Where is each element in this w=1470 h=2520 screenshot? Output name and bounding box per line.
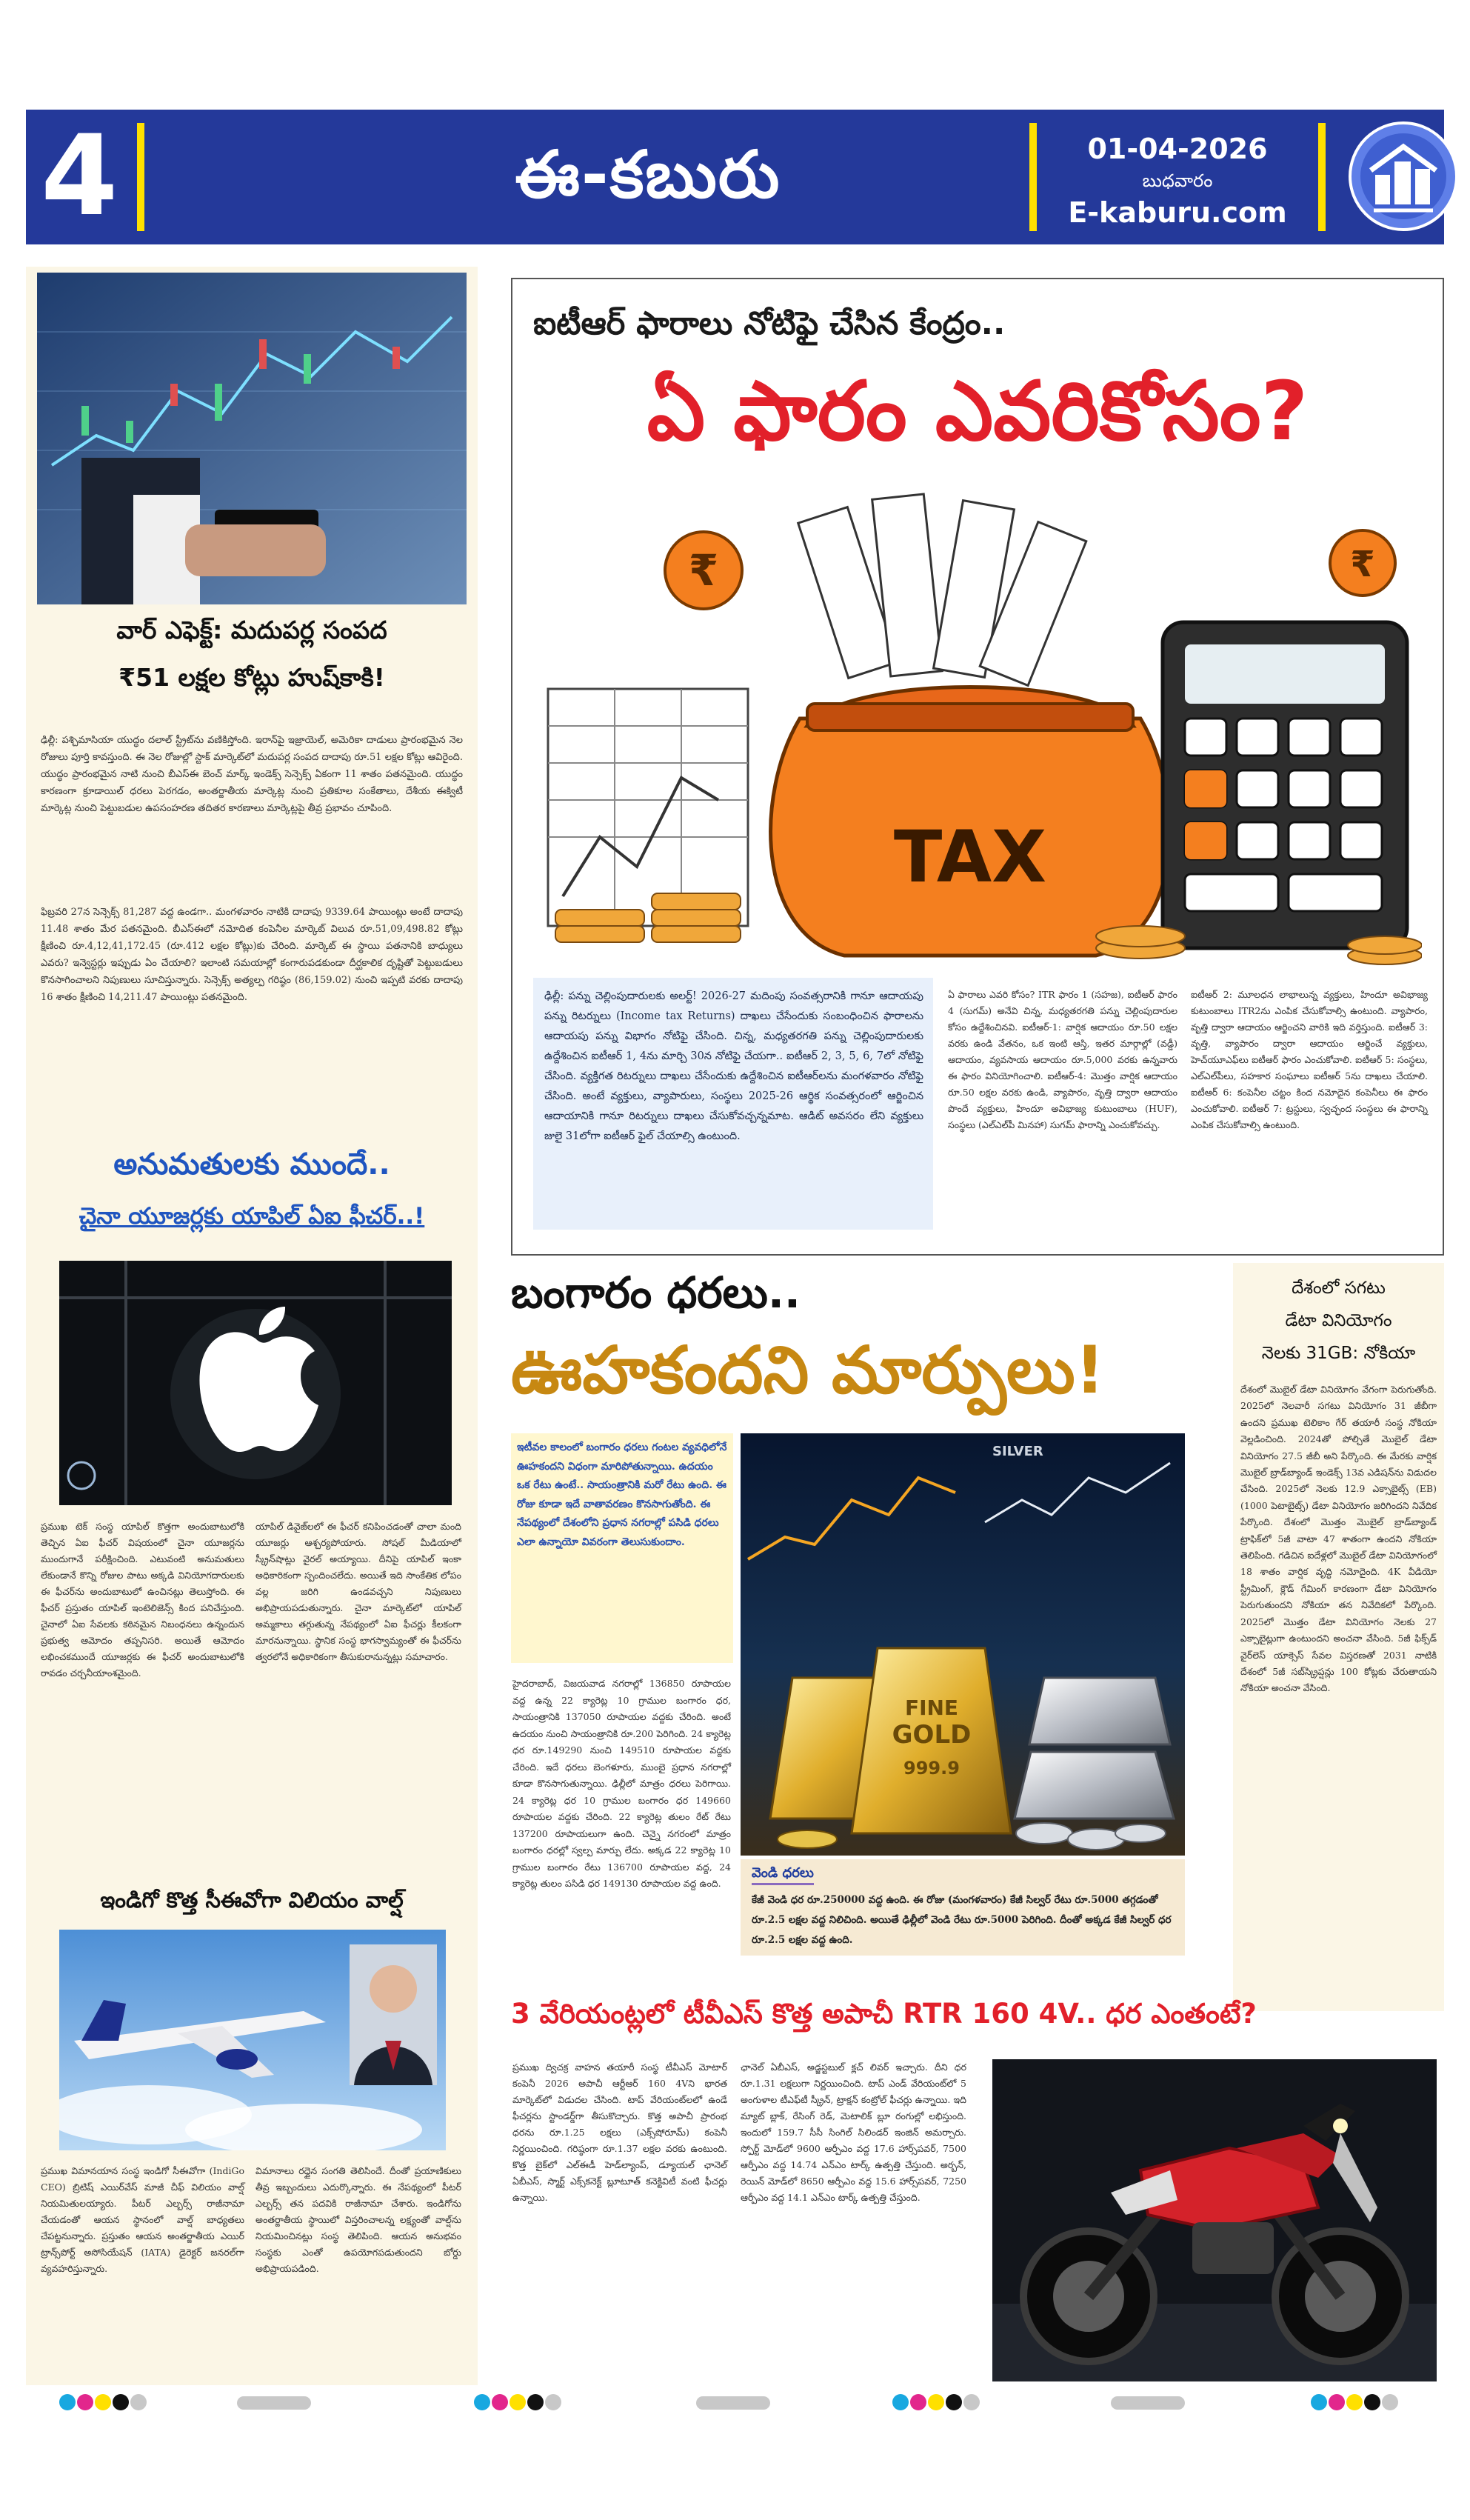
registration-marks — [474, 2394, 563, 2410]
gold-bar-label-gold: GOLD — [892, 1720, 972, 1750]
gold-bar-label-fine: FINE — [904, 1696, 959, 1720]
masthead-logo[interactable]: ఈ-కబురు — [515, 136, 781, 213]
war-story-paragraph: ఢిల్లీ: పశ్చిమాసియా యుద్ధం దలాల్ స్ట్రీట్‌ను వణికిస్తోంది. ఇరాన్‌పై ఇజ్రాయెల్, అమెరికా దాడులు ప్రారంభమైన నెల రోజులు పూర్తి కావస్తుంది. ఈ నెల రోజుల్లో స్టాక్ మార్కెట్‌లో మదుపర్ల సంపద దాదాపు రూ.51 లక్షల కోట్లు ఆవిరైంది. యుద్ధం ప్రారంభమైన నాటి నుంచి బీఎస్ఈ బెంచ్ మార్క్ ఇండెక్స్ సెన్సెక్స్ ఏకంగా 11 శాతం పతనమైంది. యుద్ధం కారణంగా క్రూడాయిల్ ధరలు పెరగడం, అంతర్జాతీయ మార్కెట్ల నుంచి ప్రతికూల సంకేతాలు, దేశీయ ఈక్విటీ మార్కెట్ల నుంచి పెట్టుబడుల ఉపసంహరణ తదితర కారణాలు మార్కెట్లపై తీవ్ర ప్రభావం చూపింది. — [41, 735, 463, 814]
war-story-headline-amount[interactable]: ₹51 లక్షల కోట్లు హుష్‌కాకి! — [118, 663, 385, 692]
masthead — [26, 110, 1444, 244]
tvs-story-column: ప్రముఖ ద్విచక్ర వాహన తయారీ సంస్థ టీవీఎస్ మోటార్ కంపెనీ 2026 అపాచీ ఆర్టీఆర్ 160 4Vని భారత మార్కెట్‌లో విడుదల చేసింది. టాప్ వేరియంట్‌లలో ఉండే ఫీచర్లను స్టాండర్డ్‌గా తీసుకొచ్చారు. కొత్త అపాచీ ప్రారంభ ధరను రూ.1.25 లక్షలు (ఎక్స్‌షోరూమ్) కంపెనీ నిర్ణయించింది. గరిష్ఠంగా రూ.1.37 లక్షల వరకు ఉంటుంది. కొత్త బైక్‌లో ఎల్ఈడీ హెడ్‌ల్యాంప్, డ్యూయల్ ఛానెల్ ఏబీఎస్, స్మార్ట్ ఎక్స్‌కనెక్ట్ బ్లూటూత్ కనెక్టివిటీ వంటి ఫీచర్లు ఉన్నాయి. — [512, 2061, 727, 2203]
data-story-title[interactable]: డేటా వినియోగం — [1285, 1311, 1392, 1330]
registration-marks — [1311, 2394, 1400, 2410]
gold-story-kicker[interactable]: బంగారం ధరలు.. — [511, 1267, 801, 1318]
registration-bar — [237, 2396, 311, 2410]
svg-text:₹: ₹ — [688, 545, 719, 596]
indigo-story-column: విమానాలు రద్దైన సంగతి తెలిసిందే. దీంతో ప్రయాణికులు తీవ్ర ఇబ్బందులు ఎదుర్కొన్నారు. ఈ నేపథ్యంలో పీటర్ ఎల్బర్స్ తన పదవికి రాజీనామా చేశారు. ఇండిగోను అంతర్జాతీయ స్థాయిలో విస్తరించాలన్న లక్ష్యంతో వాల్ష్‌ను నియమించినట్లు సంస్థ తెలిపింది. ఆయన అనుభవం సంస్థకు ఎంతో ఉపయోగపడుతుందని బోర్డు అభిప్రాయపడింది. — [255, 2165, 461, 2274]
data-story-title[interactable]: నెలకు 31GB: నోకియా — [1261, 1344, 1416, 1363]
silver-price-text: కేజీ వెండి ధర రూ.250000 వద్ద ఉంది. ఈ రోజు (మంగళవారం) కేజీ సిల్వర్ రేటు రూ.5000 తగ్గడంతో రూ.2.5 లక్షల వద్ద నిలిచింది. అయితే ఢిల్లీలో వెండి రేటు రూ.5000 పెరిగింది. దీంతో అక్కడ కేజీ సిల్వర్ ధర రూ.2.5 లక్షల వద్ద ఉంది. — [752, 1894, 1172, 1946]
apple-story-column: యాపిల్ డివైజ్‌లలో ఈ ఫీచర్ కనిపించడంతో చాలా మంది యూజర్లు ఆశ్చర్యపోయారు. సోషల్ మీడియాలో స్క్రీన్‌షాట్లు వైరల్ అయ్యాయి. దీనిపై యాపిల్ ఇంకా అధికారికంగా స్పందించలేదు. అయితే ఇది సాంకేతిక లోపం వల్ల జరిగి ఉండవచ్చని నిపుణులు అభిప్రాయపడుతున్నారు. చైనా మార్కెట్‌లో యాపిల్ అమ్మకాలు తగ్గుతున్న నేపథ్యంలో ఏఐ ఫీచర్లు కీలకంగా మారనున్నాయి. స్థానిక సంస్థ భాగస్వామ్యంతో ఈ ఫీచర్‌ను త్వరలోనే అధికారికంగా తీసుకురానున్నట్లు సమాచారం. — [255, 1521, 461, 1662]
indigo-aircraft-photo — [59, 1930, 446, 2150]
indigo-story-headline[interactable]: ఇండిగో కొత్త సీఈవోగా విలియం వాల్ష్ — [100, 1887, 404, 1913]
masthead-weekday: బుధవారం — [1142, 170, 1213, 191]
gold-story-headline[interactable]: ఊహకందని మార్పులు! — [511, 1332, 1105, 1408]
gold-story-column: హైదరాబాద్, విజయవాడ నగరాల్లో 136850 రూపాయల వద్ద ఉన్న 22 క్యారెట్ల 10 గ్రాముల బంగారం ధర, సాయంత్రానికి 137050 రూపాయల వద్దకు చేరింది. అంటే ఉదయం నుంచి సాయంత్రానికి రూ.200 పెరిగింది. 24 క్యారెట్ల ధర రూ.149290 నుంచి 149510 రూపాయల వద్దకు చేరింది. ఇదే ధరలు బెంగళూరు, ముంబై ప్రధాన నగరాల్లో కూడా కొనసాగుతున్నాయి. ఢిల్లీలో మాత్రం ధరలు పెరిగాయి. 24 క్యారెట్ల ధర 10 గ్రాముల బంగారం ధర 149660 రూపాయల వద్దకు చేరింది. 22 క్యారెట్ల తులం రేట్‌ రేటు 137200 రూపాయలుగా ఉంది. చెన్నై నగరంలో మాత్రం బంగారం ధరల్లో స్వల్ప మార్పు లేదు. అక్కడ 22 క్యారెట్ల 10 గ్రాముల బంగారం రేటు 136700 రూపాయల వద్ద, 24 క్యారెట్ల తులం పసిడి ధర 149130 రూపాయల వద్ద ఉంది. — [512, 1678, 731, 1889]
tax-story-column: ఐటీఆర్ 2: మూలధన లాభాలున్న వ్యక్తులు, హిందూ అవిభాజ్య కుటుంబాలు ITR2ను ఎంపిక చేసుకోవాల్సి ఉంటుంది. వ్యాపారం, వృత్తి ద్వారా ఆదాయం ఆర్జించని వారికి ఇది వర్తిస్తుంది. ఐటీఆర్ 3: వృత్తి, వ్యాపారం ద్వారా ఆదాయం ఆర్జించే వ్యక్తులు, హెచ్‌యూఎఫ్‌లు ఐటీఆర్ ఫారం ఎంచుకోవాలి. ఐటీఆర్ 5: సంస్థలు, ఎల్ఎల్‌పీలు, సహకార సంఘాలు ఐటీఆర్ 5ను దాఖలు చేయాలి. ఐటీఆర్ 6: కంపెనీల చట్టం కింద నమోదైన కంపెనీలు ఈ ఫారం ఎంచుకోవాలి. ఐటీఆర్ 7: ట్రస్టులు, స్వచ్ఛంద సంస్థలు ఈ ఫారాన్ని ఎంపిక చేసుకోవాల్సి ఉంటుంది. — [1191, 989, 1428, 1130]
masthead-divider — [1318, 123, 1326, 231]
apple-store-photo — [59, 1261, 452, 1505]
tvs-story-column: ఛానెల్ ఏబీఎస్, అడ్జస్టబుల్ క్లచ్ లివర్ ఇచ్చారు. దీని ధర రూ.1.31 లక్షలుగా నిర్ణయించింది. టాప్ ఎండ్ వేరియంట్‌లో 5 అంగుళాల టీఎఫ్‌టీ స్క్రీన్, ట్రాక్షన్ కంట్రోల్ ఫీచర్లు ఉన్నాయి. ఇది మ్యాట్ బ్లాక్, రేసింగ్ రెడ్, మెటాలిక్ బ్లూ రంగుల్లో లభిస్తుంది. ఇందులో 159.7 సీసీ సింగిల్ సిలిండర్ ఇంజిన్ అమర్చారు. స్పోర్ట్ మోడ్‌లో 9600 ఆర్పీఎం వద్ద 17.6 హార్స్‌పవర్, 7500 ఆర్పీఎం వద్ద 14.74 ఎన్ఎం టార్క్ ఉత్పత్తి చేస్తుంది. అర్బన్, రెయిన్ మోడ్‌లో 8650 ఆర్పీఎం వద్ద 15.6 హార్స్‌పవర్, 7250 ఆర్పీఎం వద్ద 14.1 ఎన్ఎం టార్క్ ఉత్పత్తి చేస్తుంది. — [741, 2061, 966, 2203]
masthead-divider — [137, 123, 144, 231]
tax-story-column: ఏ ఫారాలు ఎవరి కోసం? ITR ఫారం 1 (సహజ), ఐటీఆర్ ఫారం 4 (సుగమ్) అనేవి చిన్న, మధ్యతరగతి పన్ను చెల్లింపుదారుల కోసం ఉద్దేశించినవి. ఐటీఆర్-1: వార్షిక ఆదాయం రూ.50 లక్షల వరకు ఉండి వేతనం, ఒక ఇంటి ఆస్తి, ఇతర మార్గాల్లో (వడ్డీ) ఆదాయం, వ్యవసాయ ఆదాయం రూ.5,000 వరకు ఉన్నవారు ఈ ఫారం వినియోగించాలి. ఐటీఆర్-4: మొత్తం వార్షిక ఆదాయం రూ.50 లక్షల వరకు ఉండి, వ్యాపారం, వృత్తి ద్వారా ఆదాయం పొందే వ్యక్తులు, హిందూ అవిభాజ్య కుటుంబాలు (HUF), సంస్థలు (ఎల్ఎల్‌పీ మినహా) సుగమ్ ఫారాన్ని ఎంచుకోవచ్చు. — [948, 989, 1177, 1130]
war-story-paragraph: ఫిబ్రవరి 27న సెన్సెక్స్ 81,287 వద్ద ఉండగా.. మంగళవారం నాటికి దాదాపు 9339.64 పాయింట్లు అంటే దాదాపు 11.48 శాతం మేర పతనమైంది. బీఎస్ఈలో నమోదిత కంపెనీల మార్కెట్ విలువ రూ.51,09,498.82 కోట్లు క్షీణించి రూ.4,12,41,172.45 (రూ.412 లక్షల కోట్లు)కు చేరింది. మార్కెట్ ఈ స్థాయి పతనానికి బాధ్యులు ఎవరు? ఇన్వెస్టర్లు ఇప్పుడు ఏం చేయాలి? ఇలాంటి సమయాల్లో కంగారుపడకుండా దీర్ఘకాలిక దృష్టితో పెట్టుబడులు కొనసాగించాలని నిపుణులు సూచిస్తున్నారు. సెన్సెక్స్ అత్యల్ప గరిష్ఠం (86,159.02) నుంచి ఇప్పటి వరకు దాదాపు 16 శాతం క్షీణించి 14,211.47 పాయింట్లు పతనమైంది. — [41, 907, 463, 1003]
tax-illustration — [533, 481, 1422, 970]
building-emblem-icon — [1344, 117, 1463, 236]
stock-market-photo — [37, 273, 467, 604]
apple-story-column: ప్రముఖ టెక్ సంస్థ యాపిల్ కొత్తగా అందుబాటులోకి తెచ్చిన ఏఐ ఫీచర్ విషయంలో చైనా యూజర్లను ముందుగానే పరీక్షించింది. ఎటువంటి అనుమతులు లేకుండానే కొన్ని రోజుల పాటు అక్కడి వినియోగదారులకు ఈ ఫీచర్‌ను అందుబాటులో ఉంచినట్లు తెలుస్తోంది. ఈ ఫీచర్ ప్రస్తుతం యాపిల్ ఇంటెలిజెన్స్ కింద పనిచేస్తుంది. చైనాలో ఏఐ సేవలకు కఠినమైన నిబంధనలు ఉన్నందున ప్రభుత్వ ఆమోదం తప్పనిసరి. అయితే ఆమోదం లభించకముందే యూజర్లకు ఈ ఫీచర్ అందుబాటులోకి రావడం చర్చనీయాంశమైంది. — [41, 1521, 244, 1679]
registration-bar — [1111, 2396, 1185, 2410]
tax-story-kicker[interactable]: ఐటీఆర్ ఫారాలు నోటిఫై చేసిన కేంద్రం.. — [533, 305, 1006, 342]
indigo-story-column: ప్రముఖ విమానయాన సంస్థ ఇండిగో సీఈవోగా (IndiGo CEO) బ్రిటిష్ ఎయిర్‌వేస్ మాజీ చీఫ్ విలియం వాల్ష్ నియమితులయ్యారు. పీటర్ ఎల్బర్స్ రాజీనామా చేయడంతో ఆయన స్థానంలో వాల్ష్ బాధ్యతలు చేపట్టనున్నారు. ప్రస్తుతం ఆయన అంతర్జాతీయ ఎయిర్ ట్రాన్స్‌పోర్ట్ అసోసియేషన్ (IATA) డైరెక్టర్ జనరల్‌గా వ్యవహరిస్తున్నారు. — [41, 2165, 244, 2274]
tvs-story-headline[interactable]: 3 వేరియంట్లలో టీవీఎస్ కొత్త అపాచీ RTR 160 4V.. ధర ఎంతంటే? — [511, 1998, 1257, 2030]
silver-chart-label: SILVER — [992, 1444, 1043, 1459]
masthead-divider — [1029, 123, 1037, 231]
gold-bars-photo — [741, 1433, 1185, 1856]
war-story-headline[interactable]: వార్ ఎఫెక్ట్: మదుపర్ల సంపద — [116, 616, 387, 644]
apple-story-subheadline[interactable]: చైనా యూజర్లకు యాపిల్ ఏఐ ఫీచర్..! — [78, 1203, 425, 1230]
page-number: 4 — [41, 112, 118, 241]
registration-marks — [892, 2394, 981, 2410]
masthead-site-link[interactable]: E-kaburu.com — [1068, 196, 1287, 229]
tax-story-summary: ఢిల్లీ: పన్ను చెల్లింపుదారులకు అలర్ట్! 2026-27 మదింపు సంవత్సరానికి గానూ ఆదాయపు పన్ను రిటర్నులు (Income tax Returns) దాఖలు చేసేందుకు సంబంధించిన ఫారాలను ఆదాయపు పన్ను విభాగం నోటిఫై చేసింది. చిన్న, మధ్యతరగతి పన్ను చెల్లింపుదారులకు ఉద్దేశించిన ఐటీఆర్ 1, 4ను మార్చి 30న నోటిఫై చేయగా.. ఐటీఆర్ 2, 3, 5, 6, 7లో నోటిఫై చేసింది. వ్యక్తిగత రిటర్నులు దాఖలు చేసేందుకు ఉద్దేశించిన ఐటీఆర్‌లను మంగళవారం నోటిఫై చేసింది. అంటే వ్యక్తులు, వ్యాపారులు, సంస్థలు 2025-26 ఆర్థిక సంవత్సరంలో ఆర్జించిన ఆదాయానికి గానూ రిటర్నులు దాఖలు చేసుకోవచ్చన్నమాట. ఆడిట్ అవసరం లేని వ్యక్తులు జులై 31లోగా ఐటీఆర్ ఫైల్ చేయాల్సి ఉంటుంది. — [544, 990, 923, 1142]
registration-bar — [696, 2396, 770, 2410]
registration-marks — [59, 2394, 148, 2410]
data-story-body: దేశంలో మొబైల్ డేటా వినియోగం వేగంగా పెరుగుతోంది. 2025లో నెలవారీ సగటు వినియోగం 31 జీబీగా ఉందని ప్రముఖ టెలికాం గేర్ తయారీ సంస్థ నోకియా వెల్లడించింది. 2024తో పోల్చితే మొబైల్ డేటా వినియోగం 27.5 జీబీ అని పేర్కొంది. ఈ మేరకు వార్షిక మొబైల్ బ్రాడ్‌బ్యాండ్ ఇండెక్స్ 13వ ఎడిషన్‌ను విడుదల చేసింది. 2025లో నెలకు 12.9 ఎక్సాబైట్స్ (EB) (1000 పెటాబైట్స్) డేటా వినియోగం జరిగిందని నివేదిక పేర్కొంది. దేశంలో మొత్తం మొబైల్ బ్రాడ్‌బ్యాండ్ ట్రాఫిక్‌లో 5జీ వాటా 47 శాతంగా ఉందని నోకియా తెలిపింది. గడిచిన ఐదేళ్లలో మొబైల్ డేటా వినియోగంలో 18 శాతం వార్షిక వృద్ధి నమోదైంది. 4K వీడియో స్ట్రీమింగ్, క్లౌడ్ గేమింగ్ కారణంగా డేటా వినియోగం పెరుగుతుందని నోకియా తన నివేదికలో పేర్కొంది. 2025లో మొత్తం డేటా వినియోగం నెలకు 27 ఎక్సాబైట్లుగా ఉంటుందని అంచనా వేసింది. 5జీ ఫిక్స్‌డ్ వైర్‌లెస్ యాక్సెస్ సేవల విస్తరణతో 2031 నాటికి దేశంలో 5జీ సబ్‌స్క్రిప్షన్లు 100 కోట్లకు చేరుతాయని నోకియా అంచనా వేసింది. — [1240, 1384, 1437, 1694]
tax-bag-label: TAX — [893, 816, 1047, 899]
svg-text:₹: ₹ — [1350, 544, 1375, 585]
masthead-date: 01-04-2026 — [1087, 133, 1268, 165]
gold-bar-label-purity: 999.9 — [903, 1758, 960, 1779]
gold-story-lead: ఇటీవల కాలంలో బంగారం ధరలు గంటల వ్యవధిలోనే ఊహకందని విధంగా మారిపోతున్నాయి. ఉదయం ఒక రేటు ఉంటే.. సాయంత్రానికి మరో రేటు ఉంది. ఈ రోజు కూడా ఇదే వాతావరణం కొనసాగుతోంది. ఈ నేపథ్యంలో దేశంలోని ప్రధాన నగరాల్లో పసిడి ధరలు ఎలా ఉన్నాయో వివరంగా తెలుసుకుందాం. — [517, 1441, 727, 1548]
motorcycle-photo — [992, 2059, 1437, 2381]
apple-story-headline[interactable]: అనుమతులకు ముందే.. — [113, 1147, 390, 1181]
data-story-title[interactable]: దేశంలో సగటు — [1292, 1279, 1386, 1298]
silver-price-title[interactable]: వెండి ధరలు — [752, 1864, 814, 1885]
tax-story-headline[interactable]: ఏ ఫారం ఎవరికోసం? — [647, 364, 1309, 459]
